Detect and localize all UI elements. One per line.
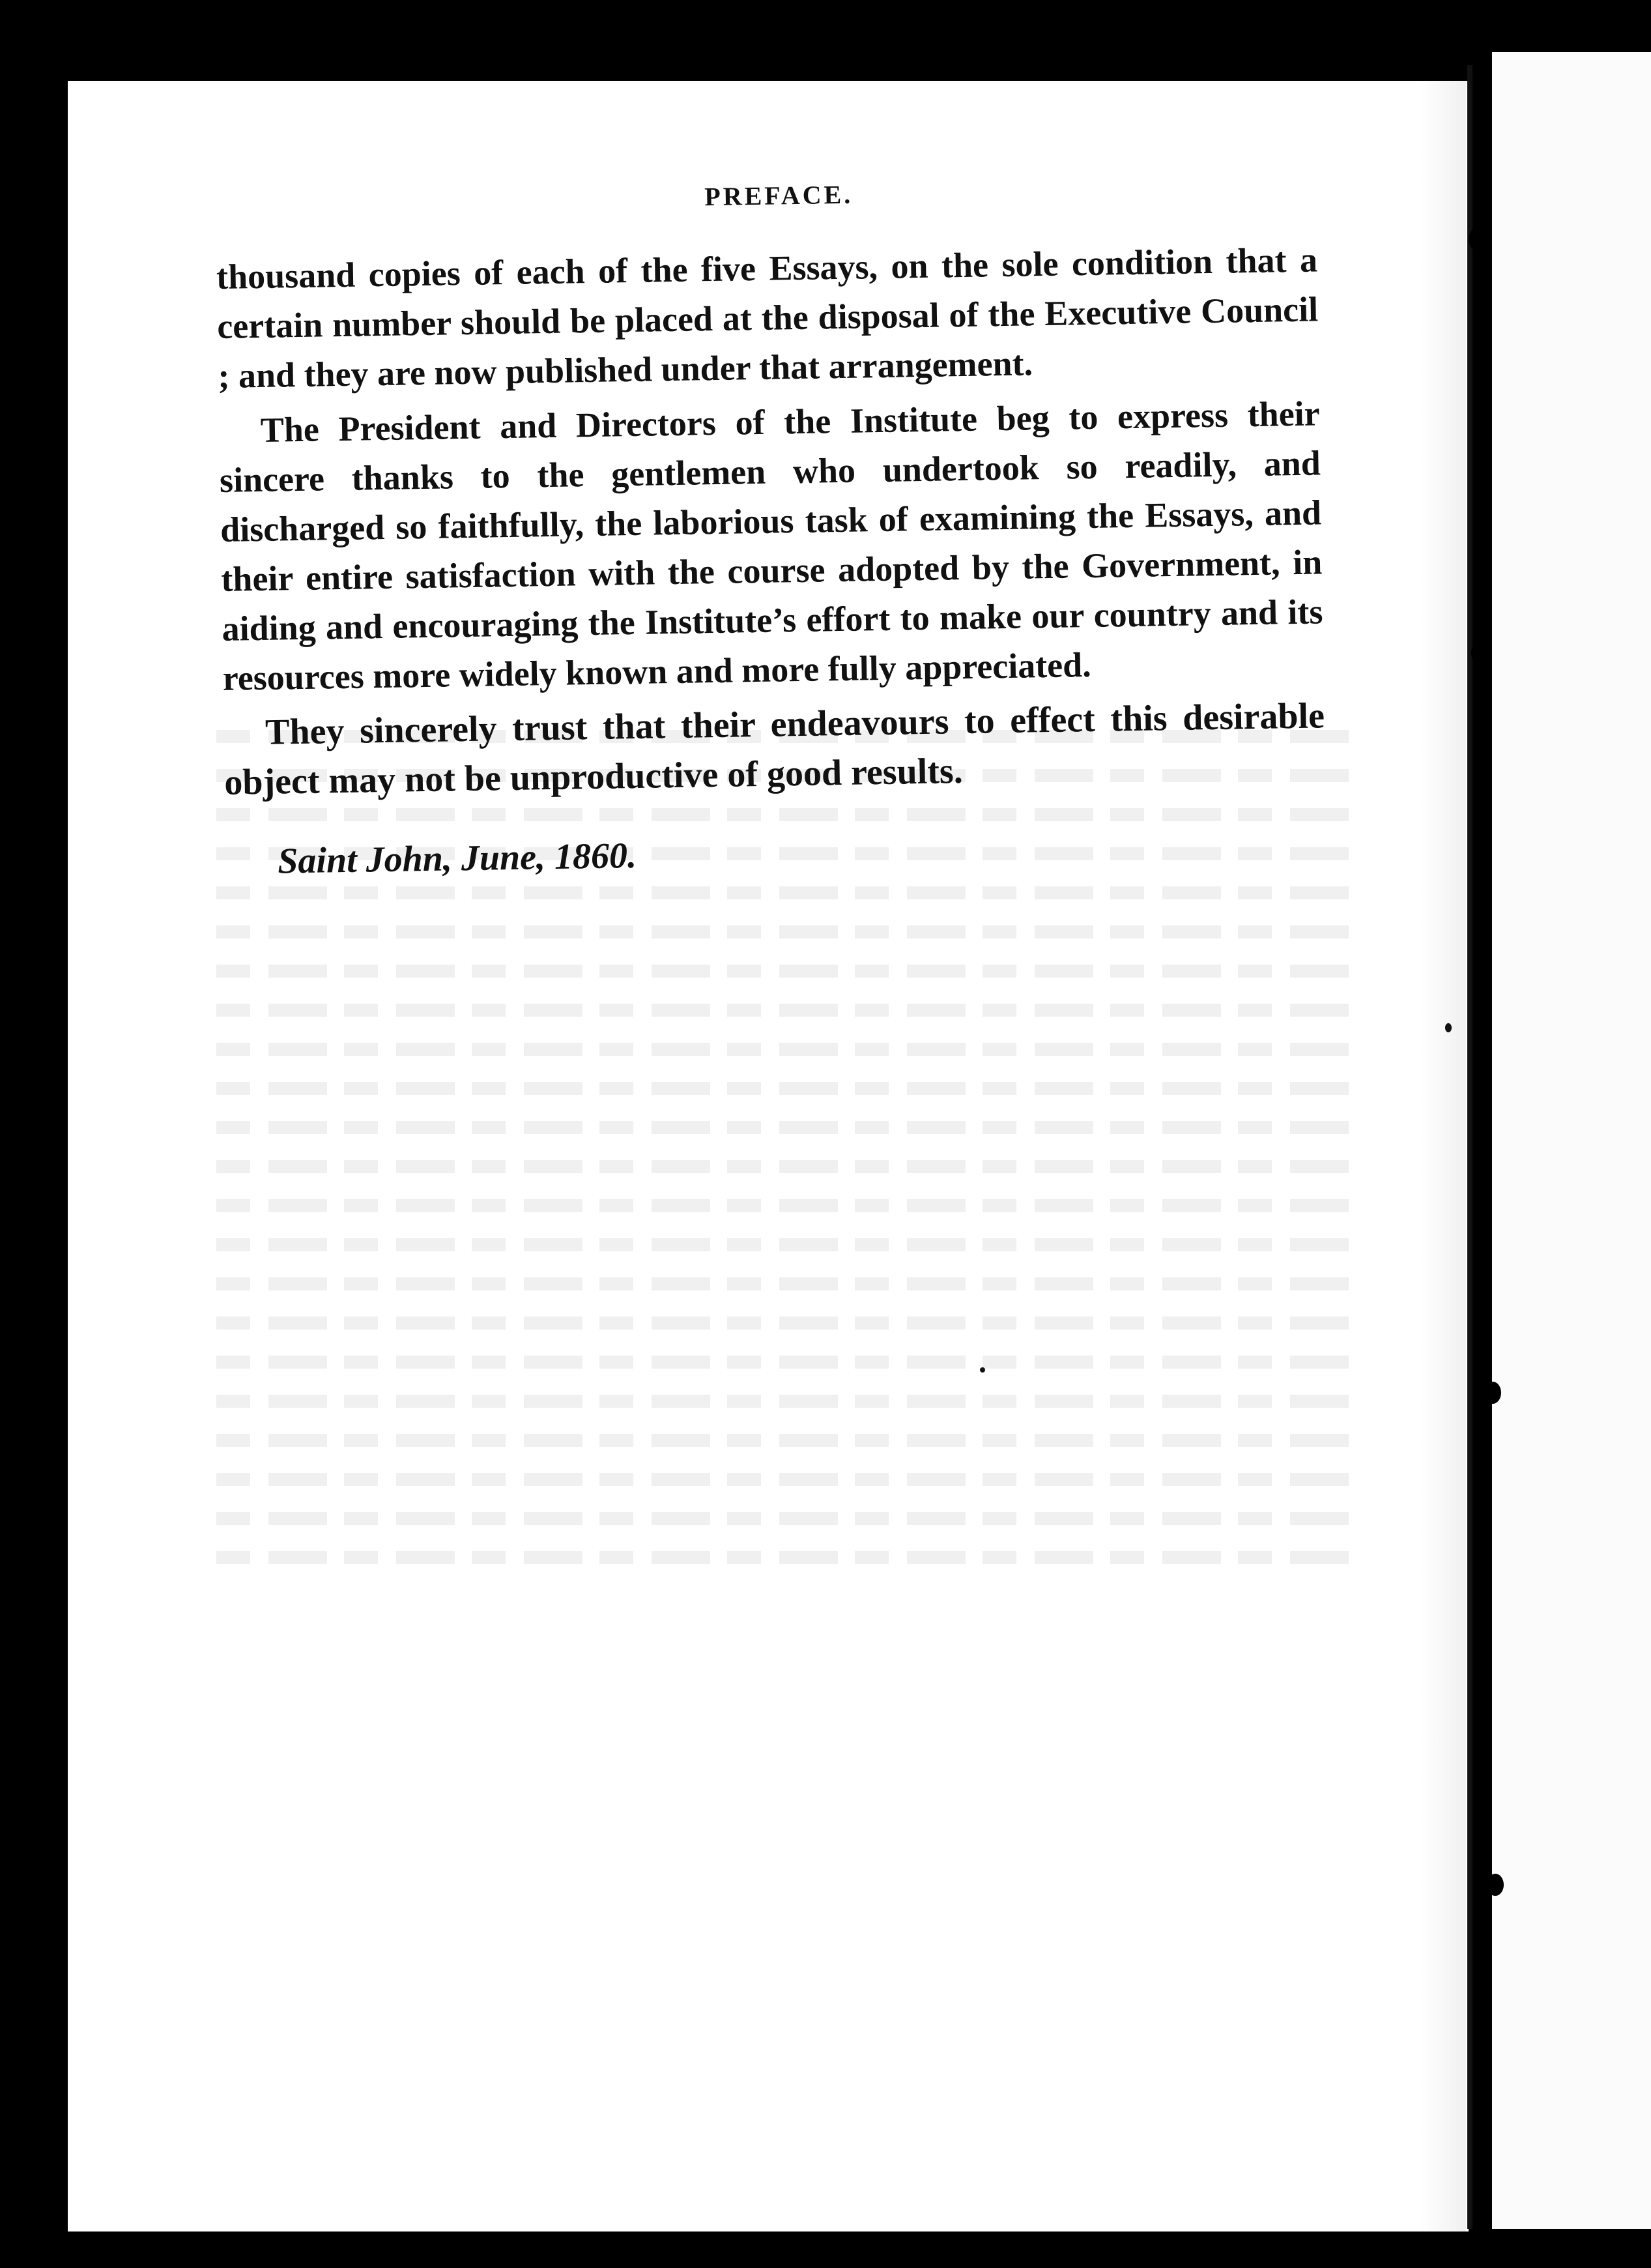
page-heading: PREFACE. (704, 179, 854, 212)
paragraph-2: The President and Directors of the Institute beg to express their sincere thanks to the gentlemen who undertook so readily, and discharged so faithfully, the laborious task of examining the Essays, and their entire satisfaction with the course adopted by the Government, in aiding and encouraging the Institute’s effort to make our country and its resources more widely known and more fully appreciated. (219, 394, 1323, 698)
binding-stitch (1469, 228, 1486, 250)
binding-stitch (1484, 1382, 1501, 1404)
facing-page-edge (1492, 52, 1651, 2229)
book-spine (1467, 65, 1472, 2229)
ink-speck (1445, 1023, 1452, 1032)
binding-stitch (1471, 642, 1488, 664)
binding-stitch (1487, 1874, 1504, 1896)
gutter-shadow (1420, 81, 1466, 2232)
ink-speck (980, 1367, 985, 1373)
page-text (215, 171, 1327, 882)
signature-line: Saint John, June, 1860. (277, 835, 637, 882)
paragraph-3: They sincerely trust that their endeavours to effect this desirable object may not be unproductive of good results. (223, 695, 1325, 803)
show-through-text (215, 704, 1349, 2105)
paragraph-1: thousand copies of each of the five Essays, on the sole condition that a certain number should be placed at the disposal of the Executive Council ; and they are now published under that arrangement. (216, 240, 1319, 396)
